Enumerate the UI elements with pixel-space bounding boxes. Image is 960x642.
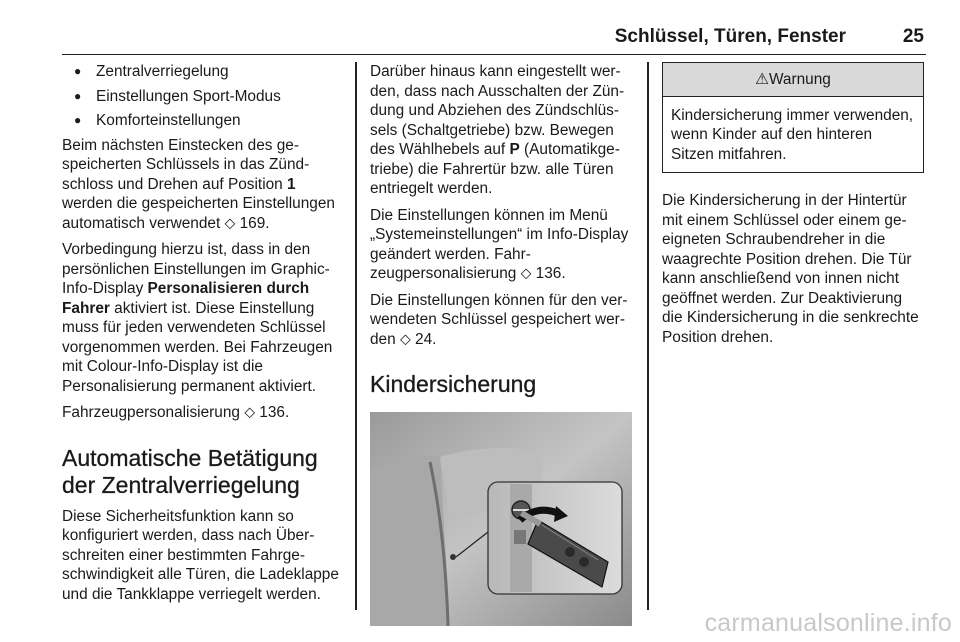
list-item: ● Zentralverriegelung xyxy=(62,62,340,82)
settings-list xyxy=(62,62,340,131)
paragraph: Diese Sicherheitsfunktion kann so konfiguriert werden, dass nach Überschreiten einer bestimmten Fahrgeschwindigkeit alle Türen, die Ladeklappe und die Tankklappe verriegelt werden. xyxy=(62,507,339,603)
column-divider-1 xyxy=(355,62,357,610)
menu-term: Personalisieren durch Fahrer xyxy=(62,280,310,317)
position-number: 1 xyxy=(287,175,296,193)
watermark: carmanualsonline.info xyxy=(704,609,952,637)
page-reference: ⬦ 136. xyxy=(520,265,566,282)
list-item: ● Einstellungen Sport-Modus xyxy=(62,87,340,107)
page-reference: ⬦ 24. xyxy=(399,330,437,348)
section-heading: Kindersicherung xyxy=(370,371,537,397)
paragraph: Beim nächsten Einstecken des gespeicherten Schlüssels in das Zündschloss und Drehen auf Position 1 werden die gespeicherten Einstellungen automatisch verwendet ⬦ 169. xyxy=(62,136,335,232)
warning-title: ⚠Warnung xyxy=(663,63,923,97)
header-title: Schlüssel, Türen, Fenster xyxy=(614,26,846,47)
list-item: ● Komforteinstellungen xyxy=(62,111,340,131)
paragraph: Darüber hinaus kann eingestellt werden, dass nach Ausschalten der Zündung und Abziehen des Zündschlüssels (Schaltgetriebe) bzw. Bewegen des Wählhebels auf P (Automatikgetriebe) die Fahrertür bzw. alle Türen entriegelt werden. xyxy=(370,63,625,197)
page-reference: ⬦ 136. xyxy=(244,404,290,421)
paragraph: Vorbedingung hierzu ist, dass in den persönlichen Einstellungen im Graphic-Info-Display Personalisieren durch Fahrer aktiviert ist. Diese Einstellung muss für jeden verwendeten Schlüssel vorgenommen werden. Bei Fahrzeugen mit Colour-Info-Display ist die Personalisierung permanent aktiviert. xyxy=(62,241,333,395)
page-number: 25 xyxy=(902,26,924,47)
column-3 xyxy=(662,62,924,354)
column-1 xyxy=(62,62,340,611)
paragraph: Die Kindersicherung in der Hintertür mit einem Schlüssel oder einem geeigneten Schraubendreher in die waagrechte Position drehen. Die Tür kann anschließend von innen nicht geöffnet werden. Zur Deaktivierung die Kindersicherung in die senkrechte Position drehen. xyxy=(662,192,919,346)
column-2 xyxy=(370,62,632,626)
warning-box xyxy=(662,62,924,173)
child-lock-illustration xyxy=(370,412,632,626)
paragraph: Die Einstellungen können im Menü „Systemeinstellungen“ im Info-Display geändert werden. Fahrzeugpersonalisierung ⬦ 136. xyxy=(370,206,629,282)
paragraph: Fahrzeugpersonalisierung ⬦ 136. xyxy=(62,404,290,421)
column-divider-2 xyxy=(647,62,649,610)
page-reference: ⬦ 169. xyxy=(224,214,270,232)
page-header xyxy=(62,26,926,55)
paragraph: Die Einstellungen können für den verwendeten Schlüssel gespeichert werden ⬦ 24. xyxy=(370,291,628,348)
section-heading: Automatische Betätigung der Zentralverriegelung xyxy=(62,444,318,498)
warning-text: Kindersicherung immer verwenden, wenn Kinder auf den hinteren Sitzen mitfahren. xyxy=(671,106,914,163)
gear-position: P xyxy=(509,141,520,158)
